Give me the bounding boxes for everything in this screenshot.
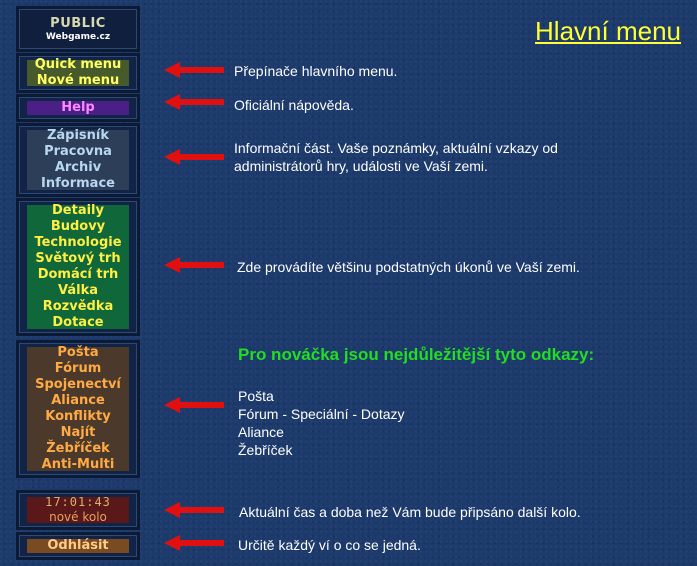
info-description-line1: Informační část. Vaše poznámky, aktuální vzkazy od (234, 140, 558, 156)
newbie-heading: Pro nováčka jsou nejdůležitější tyto odkazy: (238, 345, 595, 364)
info-description-line2: administrátorů hry, události ve Vaší zemi. (234, 158, 488, 174)
menu-item-konflikty[interactable]: Konflikty (45, 409, 111, 424)
arrow-left-icon (164, 535, 224, 551)
arrow-left-icon (164, 257, 224, 273)
arrow-left-icon (164, 62, 224, 78)
menu-item-technologie[interactable]: Technologie (34, 235, 122, 250)
page-title: Hlavní menu (535, 16, 681, 46)
menu-item-forum[interactable]: Fórum (54, 361, 102, 376)
menu-item-najit[interactable]: Najít (60, 425, 96, 440)
menu-item-aliance[interactable]: Aliance (51, 393, 105, 408)
new-menu-link[interactable]: Nové menu (36, 73, 120, 88)
menu-item-detaily[interactable]: Detaily (52, 203, 104, 218)
brand-block (16, 6, 140, 52)
main-actions-block (16, 198, 140, 336)
main-description: Zde provádíte většinu podstatných úkonů ve Vaší zemi. (237, 259, 580, 275)
help-block (16, 94, 140, 122)
logout-button[interactable]: Odhlásit (47, 538, 109, 553)
menu-item-valka[interactable]: Válka (58, 283, 98, 298)
brand-name: PUBLIC (50, 15, 106, 31)
menu-item-domaci-trh[interactable]: Domácí trh (37, 267, 119, 282)
menu-item-dotace[interactable]: Dotace (52, 315, 104, 330)
server-clock: 17:01:43 (45, 495, 111, 509)
menu-switch-block (16, 53, 140, 93)
link-forum[interactable]: Fórum - Speciální - Dotazy (238, 406, 405, 422)
menu-item-zebricek[interactable]: Žebříček (46, 441, 110, 456)
clock-block (16, 490, 140, 530)
link-aliance[interactable]: Aliance (238, 424, 284, 440)
help-description: Oficiální nápověda. (234, 97, 354, 113)
logout-description: Určitě každý ví o co se jedná. (238, 537, 421, 553)
menu-item-svetovy-trh[interactable]: Světový trh (35, 251, 121, 266)
logout-block (16, 532, 140, 560)
arrow-left-icon (164, 397, 224, 413)
newbie-links (238, 387, 405, 459)
menu-item-informace[interactable]: Informace (41, 176, 115, 191)
switch-description: Přepínače hlavního menu. (234, 63, 398, 79)
clock-description: Aktuální čas a doba než Vám bude připsáno další kolo. (239, 504, 581, 520)
link-posta[interactable]: Pošta (238, 388, 274, 404)
quick-menu-link[interactable]: Quick menu (34, 57, 122, 72)
arrow-left-icon (164, 94, 224, 110)
menu-item-archiv[interactable]: Archiv (54, 160, 102, 175)
arrow-left-icon (164, 502, 224, 518)
link-zebricek[interactable]: Žebříček (238, 442, 293, 458)
brand-site: Webgame.cz (45, 31, 111, 42)
menu-item-anti-multi[interactable]: Anti-Multi (41, 457, 115, 472)
info-block (16, 123, 140, 197)
help-link[interactable]: Help (61, 100, 95, 115)
menu-item-zapisnik[interactable]: Zápisník (46, 128, 110, 143)
menu-item-posta[interactable]: Pošta (57, 345, 99, 360)
menu-item-spojenectvi[interactable]: Spojenectví (35, 377, 121, 392)
next-round-label: nové kolo (49, 510, 107, 524)
menu-item-budovy[interactable]: Budovy (50, 219, 106, 234)
menu-item-pracovna[interactable]: Pracovna (44, 144, 112, 159)
menu-item-rozvedka[interactable]: Rozvědka (42, 299, 114, 314)
social-block (16, 340, 140, 478)
arrow-left-icon (164, 149, 224, 165)
